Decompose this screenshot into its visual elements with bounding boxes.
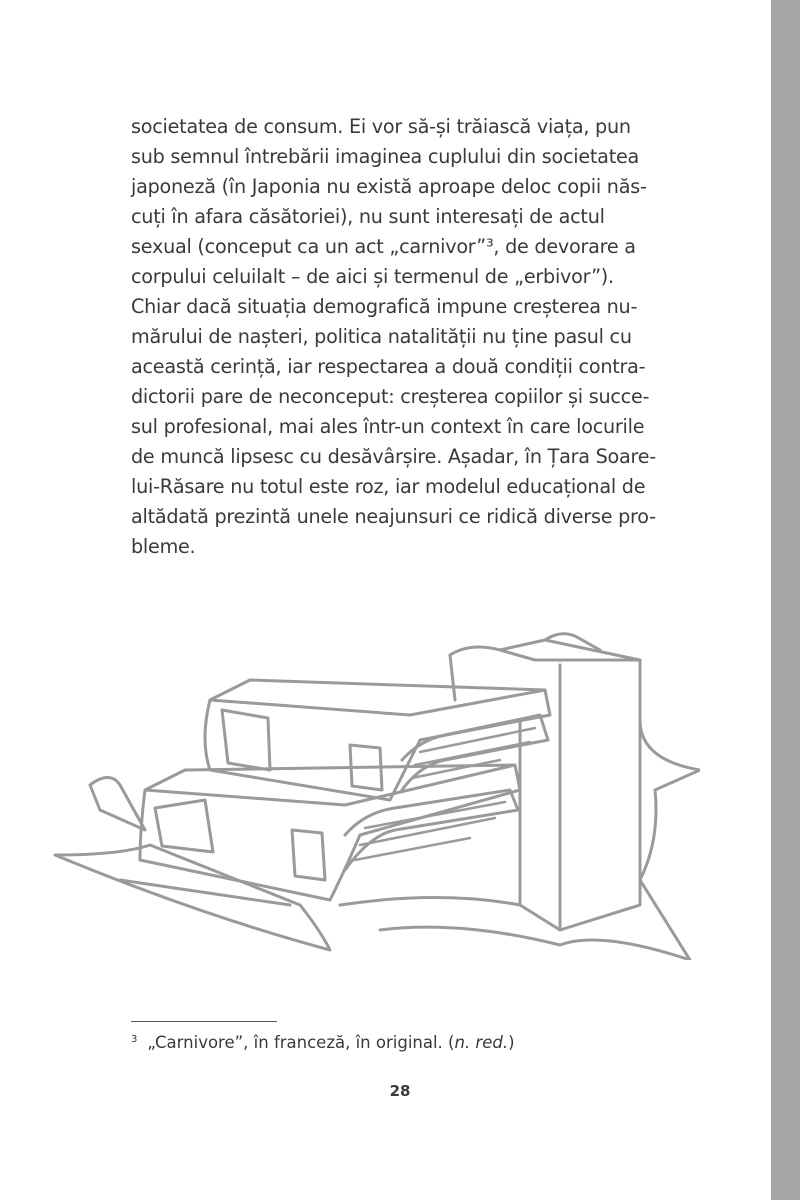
body-paragraph <box>131 112 658 562</box>
text-line: de muncă lipsesc cu desăvârșire. Așadar, în Țara Soare- <box>131 445 656 468</box>
footnote-marker: 3 <box>131 1034 138 1045</box>
lower-book-icon <box>140 765 520 900</box>
text-line: altădată prezintă unele neajunsuri ce ridică diverse pro- <box>131 505 656 528</box>
paper-sheet-icon <box>340 898 520 906</box>
page-edge-bar <box>771 0 800 1200</box>
standing-book-icon <box>450 640 640 930</box>
text-line: cuți în afara căsătoriei), nu sunt interesați de actul <box>131 205 605 228</box>
upper-book-icon <box>205 690 550 800</box>
text-line: Chiar dacă situația demografică impune creșterea nu- <box>131 295 638 318</box>
paper-sheet-icon <box>120 880 290 905</box>
footnote-separator <box>131 1021 277 1022</box>
text-line: sul profesional, mai ales într-un context în care locurile <box>131 415 645 438</box>
text-line: japoneză (în Japonia nu există aproape deloc copii năs- <box>131 175 647 198</box>
text-line: corpului celuilalt – de aici și termenul de „erbivor”). <box>131 265 614 288</box>
text-line: sexual (conceput ca un act „carnivor”³, de devorare a <box>131 235 636 258</box>
footnote-text-end: ) <box>508 1033 515 1052</box>
footnote-text: „Carnivore”, în franceză, în original. ( <box>147 1033 455 1052</box>
footnote-italic: n. red. <box>454 1033 509 1052</box>
paper-sheet-icon <box>380 720 700 960</box>
text-line: sub semnul întrebării imaginea cuplului din societatea <box>131 145 640 168</box>
page-number: 28 <box>389 1082 411 1100</box>
footnote <box>131 1028 691 1055</box>
paper-sheet-icon <box>55 845 330 950</box>
text-line: dictorii pare de neconceput: creșterea copiilor și succe- <box>131 385 650 408</box>
text-line: această cerință, iar respectarea a două condiții contra- <box>131 355 646 378</box>
text-line: lui-Răsare nu totul este roz, iar modelul educațional de <box>131 475 646 498</box>
paper-sheet-icon <box>90 778 145 831</box>
text-line: mărului de nașteri, politica natalității nu ține pasul cu <box>131 325 632 348</box>
text-line: societatea de consum. Ei vor să-și trăiască viața, pun <box>131 115 631 138</box>
text-line: bleme. <box>131 535 196 558</box>
stack-of-books-illustration <box>50 620 700 960</box>
